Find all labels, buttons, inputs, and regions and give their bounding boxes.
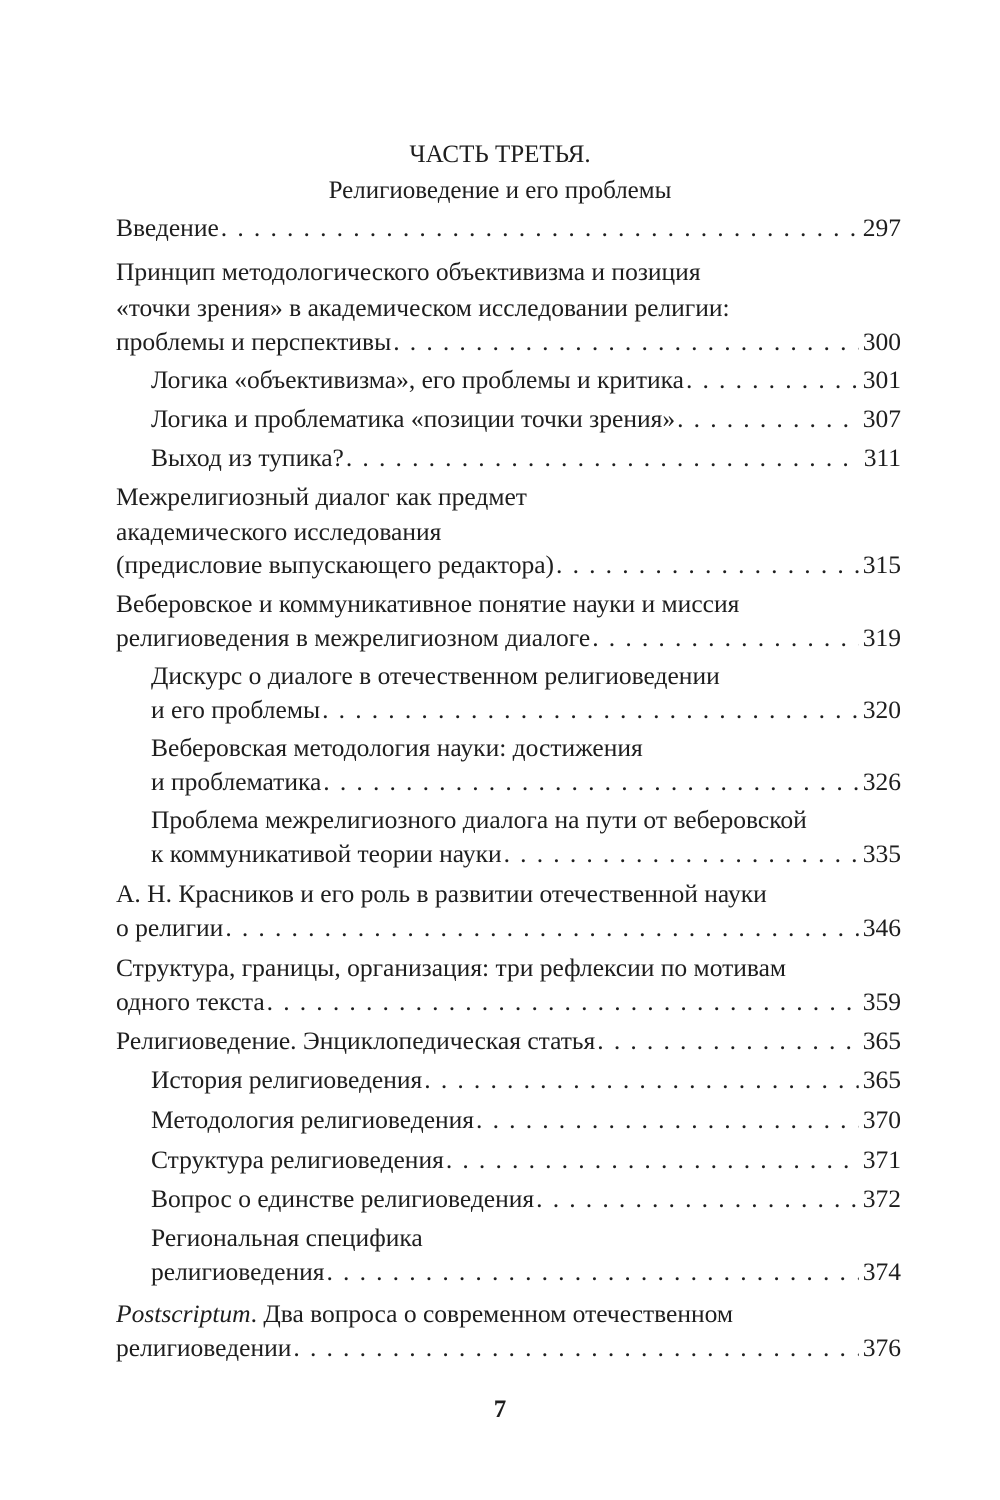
toc-entry-label: Структура, границы, организация: три рефлексии по мотивам [116,953,787,982]
toc-entry-text [116,257,701,286]
toc-entry-label: религиоведения [151,1257,325,1286]
toc-entry-text [151,441,344,475]
toc-entry-line [151,1182,901,1216]
toc-entry-label: религиоведении [116,1333,292,1362]
toc-entry-line [151,402,901,436]
toc-leader-dots [446,1143,859,1177]
toc-entry-line [116,325,901,359]
toc-leader-dots [322,693,859,727]
toc-entry-line [116,911,901,945]
toc-entry-text [151,733,643,762]
toc-entry-line [116,255,901,289]
toc-entry-line [116,877,901,911]
toc-leader-dots [597,1024,858,1058]
page-number: 7 [493,1396,507,1423]
toc-entry-label: А. Н. Красников и его роль в развитии отечественной науки [116,879,767,908]
toc-entry-text [116,517,441,546]
toc-entry-line [151,441,901,475]
toc-entry-text [116,879,767,908]
toc-entry-line [151,1103,901,1137]
toc-entry-line [151,731,901,765]
toc-entry-text [151,363,684,397]
toc-page-number: 359 [862,987,901,1016]
toc-entry-label: Веберовская методология науки: достижения [151,733,643,762]
toc-entry-label: Введение [116,213,219,242]
toc-page-number: 297 [862,213,901,242]
toc-page-number: 319 [862,623,901,652]
toc-leader-dots [536,1182,859,1216]
toc-entry-text [151,1255,324,1289]
toc-entry-text [151,837,502,871]
toc-leader-dots [267,985,859,1019]
toc-entry-label: Религиоведение. Энциклопедическая статья [116,1026,596,1055]
toc-entry-label: проблемы и перспективы [116,327,392,356]
toc-entry-label: Логика «объективизма», его проблемы и критика [151,365,684,394]
toc-entry-label: Структура религиоведения [151,1145,444,1174]
toc-entry-text [116,548,554,582]
toc-leader-dots [293,1331,858,1365]
toc-page-number: 365 [862,1065,901,1094]
toc-entry-text [151,693,320,727]
toc-entry-label: Методология религиоведения [151,1105,475,1134]
toc-entry-label: к коммуникативой теории науки [151,839,502,868]
toc-entry-line [151,693,901,727]
toc-entry-line [116,951,901,985]
toc-entry-label: одного текста [116,987,265,1016]
toc-entry-line [116,587,901,621]
toc-entry-line [116,548,901,582]
toc-entry-line [151,803,901,837]
toc-entry-label: История религиоведения [151,1065,423,1094]
toc-entry-text [116,985,265,1019]
toc-entry-label: и его проблемы [151,695,321,724]
toc-entry-label: Выход из тупика? [151,443,344,472]
toc-page-number: 311 [863,443,901,472]
toc-leader-dots [326,1255,858,1289]
toc-entry-text [116,482,527,511]
toc-entry-label: Дискурс о диалоге в отечественном религиоведении [151,661,720,690]
toc-entry-label: Принцип методологического объективизма и позиция [116,257,701,286]
toc-entry-line [151,659,901,693]
toc-italic-prefix: Postscriptum [116,1299,251,1328]
toc-entry-label: (предисловие выпускающего редактора) [116,550,555,579]
toc-entry-text [151,1143,444,1177]
toc-entry-label: о религии [116,913,224,942]
toc-entry-line [151,837,901,871]
toc-page-number: 335 [862,839,901,868]
toc-page-number: 315 [862,550,901,579]
toc-page-number: 365 [862,1026,901,1055]
toc-entry-text [151,1063,422,1097]
toc-entry-text [151,1182,534,1216]
toc-entry-text [151,805,807,834]
toc-leader-dots [393,325,859,359]
toc-entry-text [116,911,223,945]
toc-page-number: 370 [862,1105,901,1134]
part-title: ЧАСТЬ ТРЕТЬЯ. [409,141,591,168]
toc-entry-line [116,985,901,1019]
toc-page-number: 307 [862,404,901,433]
toc-page-number: 320 [862,695,901,724]
toc-entry-line [151,1221,901,1255]
toc-leader-dots [556,548,859,582]
toc-entry-line [116,1297,901,1331]
toc-entry-line [116,480,901,514]
toc-entry-text [116,621,590,655]
toc-entry-text [116,325,391,359]
toc-entry-label: Вопрос о единстве религиоведения [151,1184,535,1213]
toc-entry-text [116,211,219,245]
toc-entry-line [151,765,901,799]
toc-page-number: 371 [862,1145,901,1174]
toc-leader-dots [225,911,858,945]
toc-page-number: 300 [862,327,901,356]
toc-entry-label: Проблема межрелигиозного диалога на пути от веберовской [151,805,807,834]
toc-entry-text [116,293,730,322]
toc-entry-text [116,1024,595,1058]
toc-entry-text [151,661,720,690]
toc-entry-line [116,1024,901,1058]
toc-entry-line [151,1255,901,1289]
toc-leader-dots [424,1063,858,1097]
toc-entry-text [151,1223,423,1252]
toc-entry-line [116,1331,901,1365]
part-subtitle: Религиоведение и его проблемы [328,177,672,204]
toc-leader-dots [686,363,859,397]
toc-entry-line [151,363,901,397]
toc-page-number: 346 [862,913,901,942]
toc-entry-label: Веберовское и коммуникативное понятие науки и миссия [116,589,740,618]
toc-leader-dots [323,765,858,799]
toc-entry-text [116,589,739,618]
toc-leader-dots [504,837,859,871]
toc-page-number: 326 [862,767,901,796]
toc-leader-dots [677,402,859,436]
toc-entry-label: Межрелигиозный диалог как предмет [116,482,527,511]
toc-entry-label: академического исследования [116,517,442,546]
toc-page-number: 374 [862,1257,901,1286]
toc-page-number: 301 [862,365,901,394]
toc-entry-line [116,211,901,245]
toc-page-number: 372 [862,1184,901,1213]
toc-leader-dots [476,1103,859,1137]
toc-entry-label: . Два вопроса о современном отечественном [250,1299,734,1328]
toc-entry-text [151,765,321,799]
toc-entry-line [116,621,901,655]
toc-leader-dots [346,441,860,475]
toc-entry-label: и проблематика [151,767,322,796]
toc-entry-text [116,1331,291,1365]
toc-page-number: 376 [862,1333,901,1362]
toc-entry-line [116,291,901,325]
toc-leader-dots [221,211,859,245]
toc-entry-text [116,1299,733,1328]
toc-entry-line [116,515,901,549]
toc-entry-line [151,1063,901,1097]
toc-entry-line [151,1143,901,1177]
toc-entry-text [151,1103,474,1137]
toc-entry-text [116,953,786,982]
toc-entry-label: Логика и проблематика «позиции точки зрения» [151,404,676,433]
toc-entry-label: религиоведения в межрелигиозном диалоге [116,623,591,652]
toc-entry-label: Региональная специфика [151,1223,423,1252]
toc-leader-dots [592,621,859,655]
toc-entry-label: «точки зрения» в академическом исследовании религии: [116,293,730,322]
toc-entry-text [151,402,675,436]
